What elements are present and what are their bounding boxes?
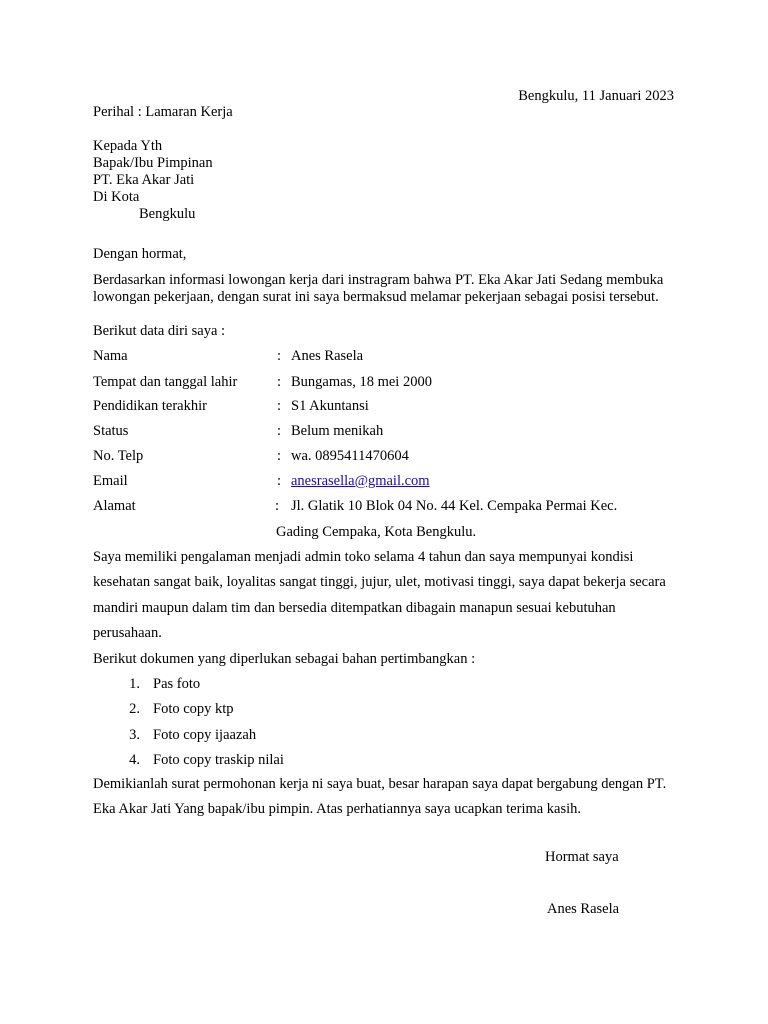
recipient-line: Bapak/Ibu Pimpinan (93, 155, 213, 171)
letter-date: Bengkulu, 11 Januari 2023 (518, 88, 674, 104)
intro-paragraph: Berdasarkan informasi lowongan kerja dari instragram bahwa PT. Eka Akar Jati Sedang membuka lowongan pekerjaan, dengan surat ini saya bermaksud melamar pekerjaan sebagai posisi tersebut. (93, 272, 664, 305)
list-number: 2. (129, 701, 140, 718)
field-colon: : (277, 348, 282, 364)
field-colon: : (277, 398, 282, 414)
field-label: Tempat dan tanggal lahir (93, 374, 238, 390)
list-item (93, 723, 284, 748)
experience-paragraph: Saya memiliki pengalaman menjadi admin toko selama 4 tahun dan saya mempunyai kondisi kesehatan sangat baik, loyalitas sangat tinggi, jujur, ulet, motivasi tinggi, saya dapat bekerja secara mandiri maupun dalam tim dan bersedia ditempatkan dibagain manapun sesuai kebutuhan perusahaan. (93, 549, 666, 641)
list-text: Foto copy traskip nilai (153, 751, 284, 768)
field-label: Email (93, 473, 128, 489)
field-label: Alamat (93, 498, 136, 514)
field-label: No. Telp (93, 448, 144, 464)
list-number: 1. (129, 676, 140, 692)
regards: Hormat saya (545, 849, 619, 865)
recipient-line: Kepada Yth (93, 138, 163, 154)
list-number: 3. (129, 726, 140, 743)
recipient-line: PT. Eka Akar Jati (93, 172, 195, 188)
field-colon: : (277, 448, 282, 464)
documents-intro: Berikut dokumen yang diperlukan sebagai bahan pertimbangkan : (93, 651, 476, 667)
recipient-line: Bengkulu (139, 206, 196, 222)
field-value: Bungamas, 18 mei 2000 (291, 374, 432, 390)
list-item (93, 748, 284, 773)
signature-name: Anes Rasela (547, 901, 620, 917)
email-link[interactable]: anesrasella@gmail.com (291, 473, 430, 489)
field-label: Nama (93, 348, 128, 364)
field-value: wa. 0895411470604 (291, 448, 409, 464)
field-colon: : (277, 423, 282, 439)
greeting: Dengan hormat, (93, 246, 187, 262)
closing-paragraph: Demikianlah surat permohonan kerja ni saya buat, besar harapan saya dapat bergabung dengan PT. Eka Akar Jati Yang bapak/ibu pimpin. Atas perhatiannya saya ucapkan terima kasih. (93, 776, 667, 818)
recipient-address (93, 138, 213, 223)
field-value: Anes Rasela (291, 348, 364, 364)
field-value: Jl. Glatik 10 Blok 04 No. 44 Kel. Cempaka Permai Kec. (291, 498, 618, 514)
list-number: 4. (129, 751, 140, 768)
field-colon: : (277, 374, 282, 390)
list-item (93, 672, 284, 697)
list-text: Foto copy ktp (153, 701, 234, 718)
list-text: Pas foto (153, 676, 201, 692)
list-item (93, 697, 284, 722)
address-continuation: Gading Cempaka, Kota Bengkulu. (276, 524, 477, 540)
field-value: Belum menikah (291, 423, 384, 439)
field-label: Pendidikan terakhir (93, 398, 207, 414)
field-colon: : (275, 498, 280, 514)
documents-list (93, 672, 284, 773)
personal-data-intro: Berikut data diri saya : (93, 323, 226, 339)
letter-subject: Perihal : Lamaran Kerja (93, 104, 233, 120)
field-value: S1 Akuntansi (291, 398, 369, 414)
field-label: Status (93, 423, 129, 439)
field-colon: : (277, 473, 282, 489)
list-text: Foto copy ijaazah (153, 726, 257, 743)
recipient-line: Di Kota (93, 189, 140, 205)
